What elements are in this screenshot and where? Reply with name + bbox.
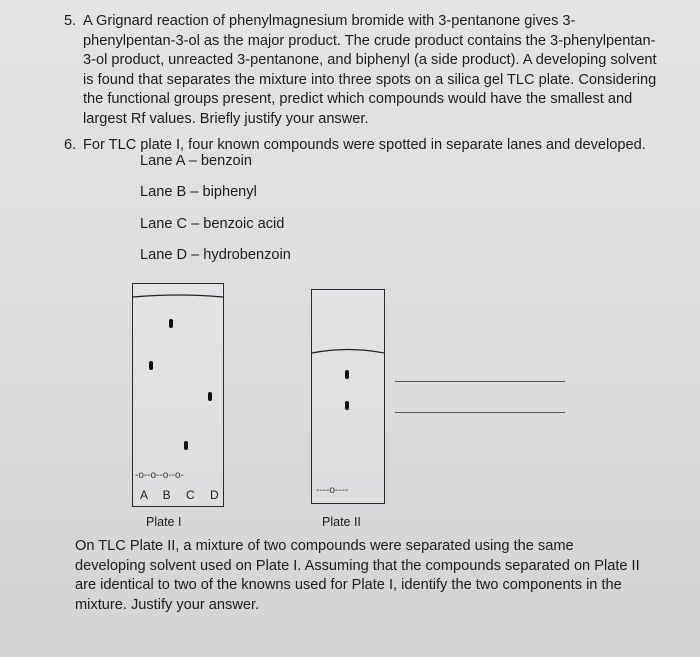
tlc-plate-1 <box>132 283 224 507</box>
plate-2-label: Plate II <box>322 515 361 529</box>
q5-line: 3-ol product, unreacted 3-pentanone, and biphenyl (a side product). A developing solvent <box>83 52 657 68</box>
answer-line <box>395 412 565 413</box>
spot-lane-a <box>169 319 173 328</box>
solvent-front-2 <box>312 290 384 370</box>
spot-lane-d <box>184 441 188 450</box>
solvent-front-1 <box>133 284 223 314</box>
plate-2-question <box>75 537 640 615</box>
question-5-number: 5. <box>64 13 77 29</box>
lane-letters: A B C D <box>140 488 225 502</box>
question-6-number: 6. <box>64 137 77 153</box>
plate-1-label: Plate I <box>146 515 182 529</box>
lane-c-label: Lane C – benzoic acid <box>140 216 285 232</box>
tlc-plate-2 <box>311 289 385 504</box>
plate-2-question-line: are identical to two of the knowns used for Plate I, identify the two components in the <box>75 577 622 593</box>
answer-line <box>395 381 565 382</box>
lane-d-label: Lane D – hydrobenzoin <box>140 247 291 263</box>
spot-lane-c <box>208 392 212 401</box>
plate-2-question-line: mixture. Justify your answer. <box>75 596 260 613</box>
q5-line: phenylpentan-3-ol as the major product. The crude product contains the 3-phenylpentan- <box>83 32 656 49</box>
spot-mixture-lower <box>345 401 349 410</box>
question-5-text <box>83 12 700 129</box>
spot-mixture-upper <box>345 370 349 379</box>
plate-2-question-line: On TLC Plate II, a mixture of two compounds were separated using the same <box>75 538 574 554</box>
lane-b-label: Lane B – biphenyl <box>140 184 257 200</box>
q5-line: largest Rf values. Briefly justify your answer. <box>83 110 369 127</box>
lane-a-label: Lane A – benzoin <box>140 153 252 169</box>
spot-lane-b <box>149 361 153 370</box>
q5-line: A Grignard reaction of phenylmagnesium bromide with 3-pentanone gives 3- <box>83 13 576 29</box>
q5-line: is found that separates the mixture into three spots on a silica gel TLC plate. Considering <box>83 71 657 88</box>
question-6-intro: For TLC plate I, four known compounds were spotted in separate lanes and developed. <box>83 137 646 153</box>
plate-2-question-line: developing solvent used on Plate I. Assuming that the compounds separated on Plate II <box>75 557 640 574</box>
q5-line: the functional groups present, predict which compounds would have the smallest and <box>83 91 633 107</box>
baseline-2: ----o---- <box>316 485 349 496</box>
baseline-1: -o--o--o--o- <box>135 470 184 481</box>
